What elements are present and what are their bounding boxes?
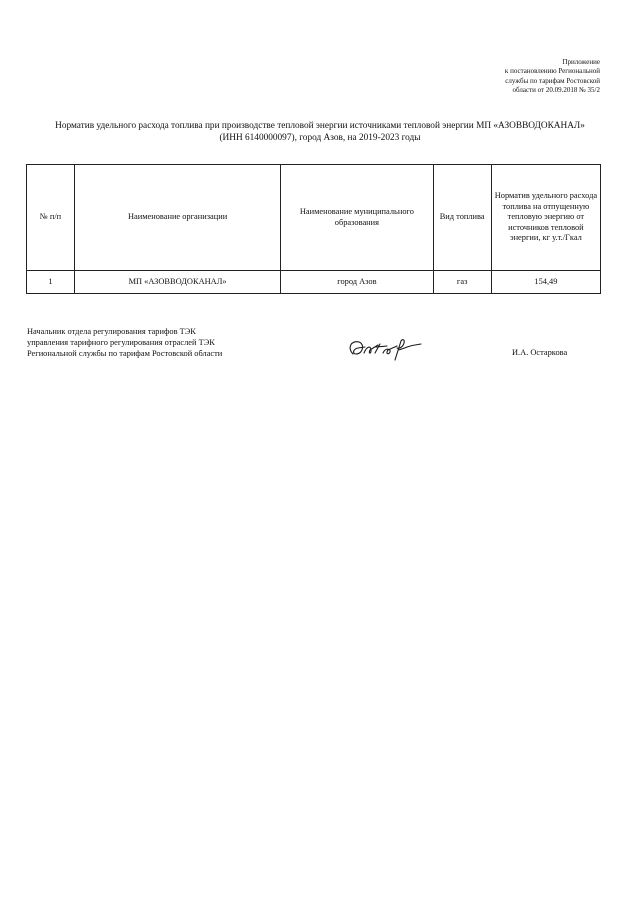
handwritten-signature	[345, 336, 425, 362]
table-row	[27, 271, 601, 294]
title-line-2: (ИНН 6140000097), город Азов, на 2019-2023 годы	[219, 133, 421, 143]
appendix-line: Приложение	[562, 58, 600, 66]
document-title	[20, 120, 620, 144]
cell-org: МП «АЗОВВОДОКАНАЛ»	[74, 271, 280, 294]
norm-table	[26, 164, 601, 294]
cell-municipality: город Азов	[281, 271, 433, 294]
appendix-line: к постановлению Региональной	[504, 67, 600, 76]
cell-num: 1	[27, 271, 75, 294]
appendix-line: службы по тарифам Ростовской	[505, 76, 600, 85]
header-org: Наименование организации	[74, 165, 280, 271]
header-num: № п/п	[27, 165, 75, 271]
header-fuel: Вид топлива	[433, 165, 491, 271]
header-municipality: Наименование муниципального образования	[281, 165, 433, 271]
appendix-note	[400, 58, 600, 95]
table-header-row	[27, 165, 601, 271]
cell-norm: 154,49	[491, 271, 600, 294]
appendix-line: области от 20.09.2018 № 35/2	[512, 85, 600, 94]
signatory-position	[27, 326, 287, 360]
cell-fuel: газ	[433, 271, 491, 294]
position-line: Региональной службы по тарифам Ростовской области	[27, 349, 223, 359]
signatory-name: И.А. Остаркова	[512, 348, 568, 357]
title-line-1: Норматив удельного расхода топлива при производстве тепловой энергии источниками тепловой энергии МП «АЗОВВОДОКАНАЛ»	[55, 121, 585, 131]
position-line: Начальник отдела регулирования тарифов ТЭК	[27, 327, 196, 336]
position-line: управления тарифного регулирования отраслей ТЭК	[27, 338, 215, 348]
header-norm: Норматив удельного расхода топлива на отпущенную тепловую энергию от источников тепловой энергии, кг у.т./Гкал	[491, 165, 600, 271]
